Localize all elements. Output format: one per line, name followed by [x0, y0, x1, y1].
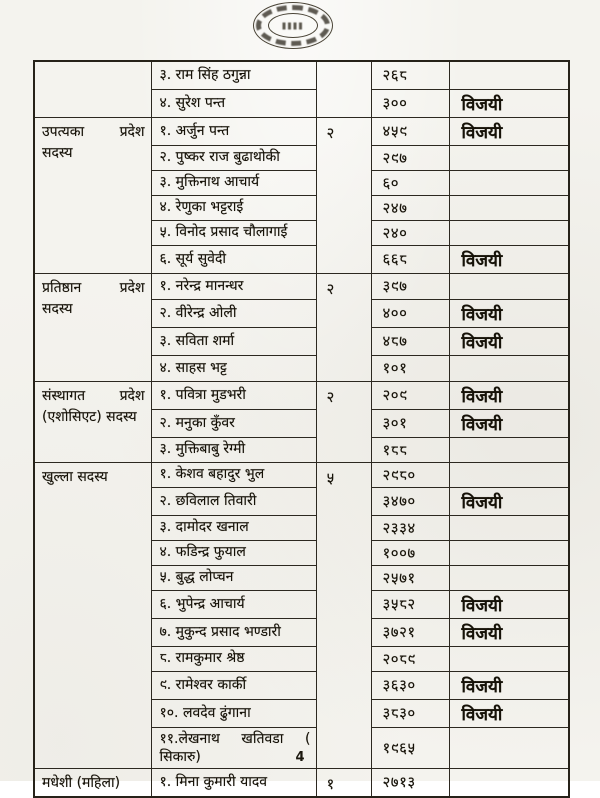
category-cell: खुल्ला सदस्य: [34, 462, 151, 768]
seats-cell: २: [316, 117, 371, 273]
votes-cell: ३८३०: [371, 699, 449, 727]
result-cell: विजयी: [449, 299, 569, 327]
stamp-center-marks: [283, 22, 304, 29]
candidate-name-cell: २. वीरेन्द्र ओली: [151, 299, 316, 327]
votes-cell: १०१: [371, 355, 449, 381]
page-number: 4: [295, 750, 305, 765]
result-cell: [449, 195, 569, 220]
election-results-table: [33, 60, 570, 798]
table-row: [34, 462, 569, 487]
candidate-name-cell: ४. साहस भट्ट: [151, 355, 316, 381]
votes-cell: ३९७: [371, 273, 449, 299]
votes-cell: ४००: [371, 299, 449, 327]
result-cell: विजयी: [449, 117, 569, 145]
votes-cell: ३०१: [371, 409, 449, 437]
candidate-name-cell: २. पुष्कर राज बुढाथोकी: [151, 145, 316, 170]
votes-cell: ६०: [371, 170, 449, 195]
candidate-name-cell: ४. सुरेश पन्त: [151, 89, 316, 117]
candidate-name-cell: ३. राम सिंह ठगुन्ना: [151, 61, 316, 89]
category-cell: उपत्यका प्रदेश सदस्य: [34, 117, 151, 273]
result-cell: [449, 355, 569, 381]
candidate-name-cell: ५. विनोद प्रसाद चौलागाई: [151, 220, 316, 245]
candidate-name-cell: ४. रेणुका भट्टराई: [151, 195, 316, 220]
result-cell: [449, 170, 569, 195]
candidate-name-cell: ३. मुक्तिबाबु रेग्मी: [151, 437, 316, 462]
candidate-name-cell: १. मिना कुमारी यादव: [151, 768, 316, 797]
category-cell: मधेशी (महिला): [34, 768, 151, 797]
seats-cell: १: [316, 768, 371, 797]
candidate-name-cell: १०. लवदेव ढुंगाना: [151, 699, 316, 727]
votes-cell: १८८: [371, 437, 449, 462]
candidate-name-cell: ७. मुकुन्द प्रसाद भण्डारी: [151, 618, 316, 646]
result-cell: विजयी: [449, 671, 569, 699]
candidate-name-cell: १. केशव बहादुर भुल: [151, 462, 316, 487]
votes-cell: ४८७: [371, 327, 449, 355]
result-cell: [449, 565, 569, 590]
result-cell: विजयी: [449, 699, 569, 727]
seats-cell: [316, 61, 371, 117]
result-cell: विजयी: [449, 487, 569, 515]
candidate-name-cell: ३. दामोदर खनाल: [151, 515, 316, 540]
votes-cell: ३७२१: [371, 618, 449, 646]
table-row: [34, 117, 569, 145]
result-cell: विजयी: [449, 590, 569, 618]
candidate-name-cell: ६. भुपेन्द्र आचार्य: [151, 590, 316, 618]
votes-cell: २५७१: [371, 565, 449, 590]
votes-cell: २७१३: [371, 768, 449, 797]
votes-cell: ४५९: [371, 117, 449, 145]
candidate-name-cell: ११.लेखनाथ खतिवडा ( सिकारु): [151, 727, 316, 768]
votes-cell: ३६३०: [371, 671, 449, 699]
result-cell: [449, 540, 569, 565]
candidate-name-cell: ६. सूर्य सुवेदी: [151, 245, 316, 273]
result-cell: विजयी: [449, 409, 569, 437]
category-cell: [34, 61, 151, 117]
stamp-seal-icon: [253, 2, 333, 49]
votes-cell: ३४७०: [371, 487, 449, 515]
result-cell: [449, 462, 569, 487]
candidate-name-cell: ३. सविता शर्मा: [151, 327, 316, 355]
result-cell: [449, 220, 569, 245]
result-cell: [449, 437, 569, 462]
votes-cell: २०९: [371, 381, 449, 409]
seats-cell: २: [316, 381, 371, 462]
result-cell: [449, 768, 569, 797]
votes-cell: ३००: [371, 89, 449, 117]
table-row: [34, 273, 569, 299]
votes-cell: ३५८२: [371, 590, 449, 618]
result-cell: विजयी: [449, 245, 569, 273]
candidate-name-cell: १. अर्जुन पन्त: [151, 117, 316, 145]
votes-cell: १९६५: [371, 727, 449, 768]
votes-cell: १००७: [371, 540, 449, 565]
candidate-name-cell: २. मनुका कुँवर: [151, 409, 316, 437]
seats-cell: ५: [316, 462, 371, 768]
votes-cell: २६८: [371, 61, 449, 89]
candidate-name-cell: ३. मुक्तिनाथ आचार्य: [151, 170, 316, 195]
votes-cell: २०८९: [371, 646, 449, 671]
candidate-name-cell: ८. रामकुमार श्रेष्ठ: [151, 646, 316, 671]
result-cell: विजयी: [449, 381, 569, 409]
candidate-name-cell: १. नरेन्द्र मानन्धर: [151, 273, 316, 299]
votes-cell: २४०: [371, 220, 449, 245]
result-cell: [449, 515, 569, 540]
table-row: [34, 768, 569, 797]
result-cell: विजयी: [449, 89, 569, 117]
votes-cell: २३३४: [371, 515, 449, 540]
candidate-name-cell: २. छविलाल तिवारी: [151, 487, 316, 515]
result-cell: [449, 646, 569, 671]
category-cell: प्रतिष्ठान प्रदेश सदस्य: [34, 273, 151, 381]
votes-cell: २४७: [371, 195, 449, 220]
result-cell: [449, 145, 569, 170]
candidate-name-cell: ९. रामेश्वर कार्की: [151, 671, 316, 699]
table-row: [34, 61, 569, 89]
votes-cell: ६६८: [371, 245, 449, 273]
candidate-name-cell: १. पवित्रा मुडभरी: [151, 381, 316, 409]
votes-cell: २९८०: [371, 462, 449, 487]
candidate-name-cell: ५. बुद्ध लोप्चन: [151, 565, 316, 590]
result-cell: [449, 61, 569, 89]
candidate-name-cell: ४. फडिन्द्र फुयाल: [151, 540, 316, 565]
seats-cell: २: [316, 273, 371, 381]
result-cell: विजयी: [449, 618, 569, 646]
votes-cell: २९७: [371, 145, 449, 170]
result-cell: विजयी: [449, 327, 569, 355]
result-cell: [449, 273, 569, 299]
category-cell: संस्थागत प्रदेश (एशोसिएट) सदस्य: [34, 381, 151, 462]
table-row: [34, 381, 569, 409]
results-table-body: [34, 61, 569, 797]
